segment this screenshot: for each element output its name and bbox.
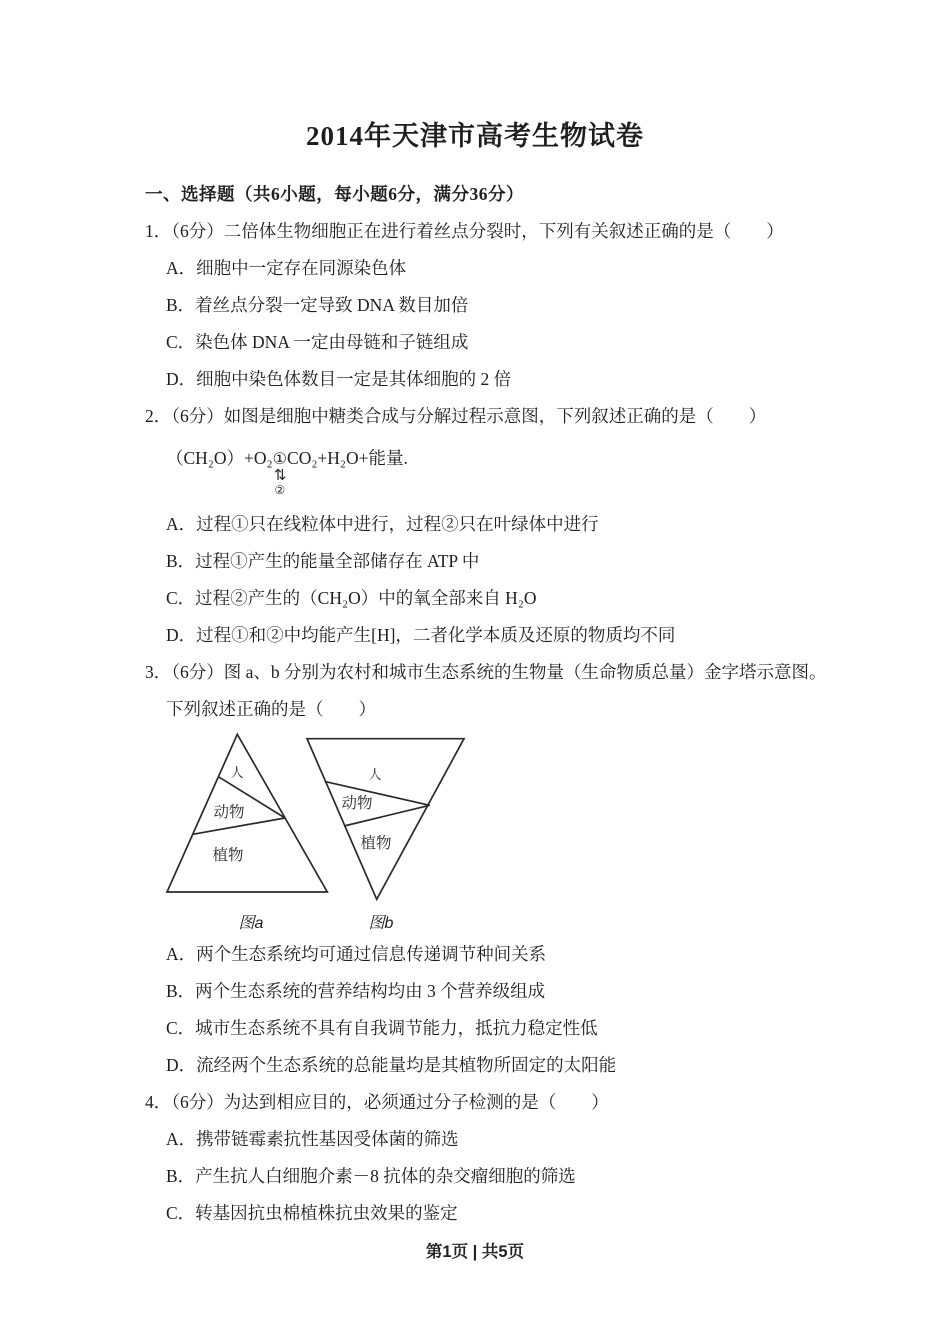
figure-a-caption: 图a bbox=[238, 915, 264, 932]
option-b: B．产生抗人白细胞介素－8 抗体的杂交瘤细胞的筛选 bbox=[166, 1166, 576, 1186]
figure-b-level-human: 人 bbox=[368, 767, 382, 782]
option-a: A．携带链霉素抗性基因受体菌的筛选 bbox=[166, 1129, 459, 1149]
question-stem: 1．（6分）二倍体生物细胞正在进行着丝点分裂时，下列有关叙述正确的是（ ） bbox=[145, 221, 784, 241]
figure-b bbox=[307, 739, 464, 932]
question-stem: 2．（6分）如图是细胞中糖类合成与分解过程示意图，下列叙述正确的是（ ） bbox=[145, 406, 767, 426]
figure-a-outline bbox=[167, 734, 327, 892]
option-c: C．转基因抗虫棉植株抗虫效果的鉴定 bbox=[166, 1203, 458, 1223]
figure-a-level-plant: 植物 bbox=[212, 847, 244, 864]
question-4 bbox=[145, 1084, 845, 1232]
process-1-circle bbox=[271, 446, 290, 497]
figure-b-level-plant: 植物 bbox=[360, 835, 392, 852]
reversible-arrow-icon: ⇄ bbox=[271, 468, 290, 481]
option-d: D．过程①和②中均能产生[H]，二者化学本质及还原的物质均不同 bbox=[166, 625, 676, 645]
option-a: A．细胞中一定存在同源染色体 bbox=[166, 258, 407, 278]
option-a: A．过程①只在线粒体中进行，过程②只在叶绿体中进行 bbox=[166, 514, 599, 534]
process-1-label: ① bbox=[272, 451, 288, 468]
sugar-synthesis-equation bbox=[145, 435, 845, 506]
option-a: A．两个生态系统均可通过信息传递调节种间关系 bbox=[166, 944, 547, 964]
figure-a-level-animal: 动物 bbox=[213, 804, 245, 821]
option-d: D．流经两个生态系统的总能量均是其植物所固定的太阳能 bbox=[166, 1055, 617, 1075]
biomass-pyramid-diagram bbox=[145, 728, 845, 936]
page-title: 2014年天津市高考生物试卷 bbox=[306, 121, 644, 151]
exam-content bbox=[0, 176, 950, 1232]
option-b: B．两个生态系统的营养结构均由 3 个营养级组成 bbox=[166, 981, 546, 1001]
figure-a bbox=[167, 734, 327, 932]
question-stem: 3．（6分）图 a、b 分别为农村和城市生态系统的生物量（生命物质总量）金字塔示意图。 bbox=[145, 662, 827, 682]
equation-left: （CH₂O）+O₂ bbox=[166, 448, 273, 468]
equation-arrow-stack bbox=[271, 467, 290, 497]
option-c: C．城市生态系统不具有自我调节能力，抵抗力稳定性低 bbox=[166, 1018, 598, 1038]
process-2-label: ② bbox=[274, 483, 286, 497]
option-c: C．染色体 DNA 一定由母链和子链组成 bbox=[166, 332, 469, 352]
figure-b-outline bbox=[307, 739, 464, 900]
pyramid-figures-svg bbox=[163, 728, 503, 936]
figure-b-caption: 图b bbox=[368, 915, 394, 932]
question-3 bbox=[145, 654, 845, 1084]
page-footer: 第1页 | 共5页 bbox=[425, 1243, 525, 1261]
figure-b-level-animal: 动物 bbox=[341, 795, 373, 812]
question-2 bbox=[145, 398, 845, 654]
option-b: B．过程①产生的能量全部储存在 ATP 中 bbox=[166, 551, 480, 571]
figure-a-level-human: 人 bbox=[230, 765, 244, 780]
section-header: 一、选择题（共6小题，每小题6分，满分36分） bbox=[145, 184, 524, 204]
question-1 bbox=[145, 213, 845, 398]
option-b: B．着丝点分裂一定导致 DNA 数目加倍 bbox=[166, 295, 469, 315]
equation-right: CO₂+H₂O+能量. bbox=[287, 448, 408, 468]
option-d: D．细胞中染色体数目一定是其体细胞的 2 倍 bbox=[166, 369, 512, 389]
question-stem-line2: 下列叙述正确的是（ ） bbox=[166, 699, 376, 719]
question-stem: 4．（6分）为达到相应目的，必须通过分子检测的是（ ） bbox=[145, 1092, 609, 1112]
option-c: C．过程②产生的（CH₂O）中的氧全部来自 H₂O bbox=[166, 588, 537, 608]
